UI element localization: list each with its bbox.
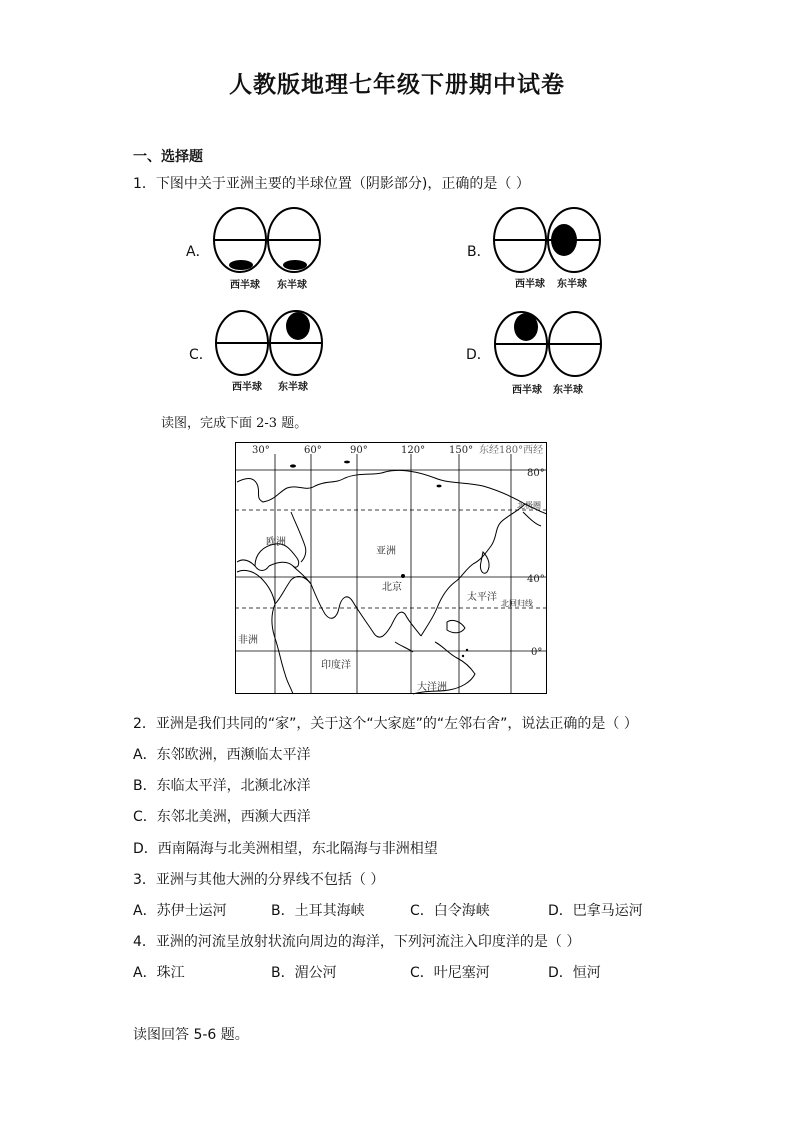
region-oceania: 大洋洲	[417, 682, 447, 693]
east-hemisphere-label-c: 东半球	[278, 382, 308, 393]
region-asia: 亚洲	[376, 546, 396, 557]
hemisphere-diagram-a	[212, 206, 326, 274]
question-4-option-b: B．湄公河	[271, 965, 337, 981]
question-4-option-c: C．叶尼塞河	[410, 965, 490, 981]
question-1-stem: 1．下图中关于亚洲主要的半球位置（阴影部分)，正确的是（ ）	[133, 176, 530, 192]
page-title: 人教版地理七年级下册期中试卷	[229, 72, 565, 98]
question-3-option-a: A．苏伊士运河	[133, 903, 227, 919]
west-hemisphere-label-c: 西半球	[232, 382, 262, 393]
lon-label-180: 东经180°西经	[479, 445, 544, 456]
east-hemisphere-label-a: 东半球	[277, 280, 307, 291]
lat-label-0: 0°	[531, 647, 543, 658]
lon-label-120: 120°	[401, 445, 426, 456]
question-2-option-c: C．东邻北美洲，西濒大西洋	[133, 809, 311, 825]
region-europe: 欧洲	[266, 537, 286, 548]
question-4-option-d: D．恒河	[548, 965, 601, 981]
city-beijing: 北京	[382, 582, 402, 593]
west-hemisphere-label-d: 西半球	[512, 385, 542, 396]
read-map-note-2-3: 读图，完成下面 2-3 题。	[161, 416, 308, 431]
option-c-letter: C．	[189, 347, 213, 363]
hemisphere-diagram-d	[493, 310, 607, 378]
option-d-letter: D．	[466, 347, 491, 363]
question-2-option-a: A．东邻欧洲，西濒临太平洋	[133, 747, 311, 763]
lon-label-60: 60°	[304, 445, 322, 456]
lat-label-80: 80°	[527, 468, 545, 479]
question-2-option-d: D．西南隔海与北美洲相望，东北隔海与非洲相望	[133, 841, 438, 857]
read-map-note-5-6: 读图回答 5-6 题。	[133, 1027, 249, 1043]
hemisphere-diagram-c	[214, 309, 328, 377]
question-4-stem: 4．亚洲的河流呈放射状流向周边的海洋，下列河流注入印度洋的是（ ）	[133, 934, 581, 950]
question-3-stem: 3．亚洲与其他大洲的分界线不包括（ ）	[133, 872, 385, 888]
option-a-letter: A．	[186, 244, 210, 260]
arctic-circle-label: 北极圈	[517, 501, 541, 510]
hemisphere-diagram-b	[492, 206, 606, 274]
question-3-option-b: B．土耳其海峡	[271, 903, 365, 919]
question-4-option-a: A．珠江	[133, 965, 185, 981]
region-africa: 非洲	[238, 635, 258, 646]
region-pacific-ocean: 太平洋	[467, 592, 497, 603]
question-2-option-b: B．东临太平洋，北濒北冰洋	[133, 778, 311, 794]
question-3-option-d: D．巴拿马运河	[548, 903, 643, 919]
section-heading: 一、选择题	[133, 149, 203, 165]
option-b-letter: B．	[467, 244, 491, 260]
region-indian-ocean: 印度洋	[321, 660, 351, 671]
west-hemisphere-label-b: 西半球	[515, 279, 545, 290]
west-hemisphere-label-a: 西半球	[230, 280, 260, 291]
lat-label-40: 40°	[527, 574, 545, 585]
question-2-stem: 2．亚洲是我们共同的“家”，关于这个“大家庭”的“左邻右舍”，说法正确的是（ ）	[133, 716, 638, 732]
lon-label-150: 150°	[449, 445, 474, 456]
asia-map	[235, 442, 548, 695]
east-hemisphere-label-b: 东半球	[557, 279, 587, 290]
lon-label-90: 90°	[350, 445, 368, 456]
lon-label-30: 30°	[252, 445, 270, 456]
tropic-of-cancer-label: 北回归线	[501, 599, 533, 608]
east-hemisphere-label-d: 东半球	[553, 385, 583, 396]
question-3-option-c: C．白令海峡	[410, 903, 490, 919]
